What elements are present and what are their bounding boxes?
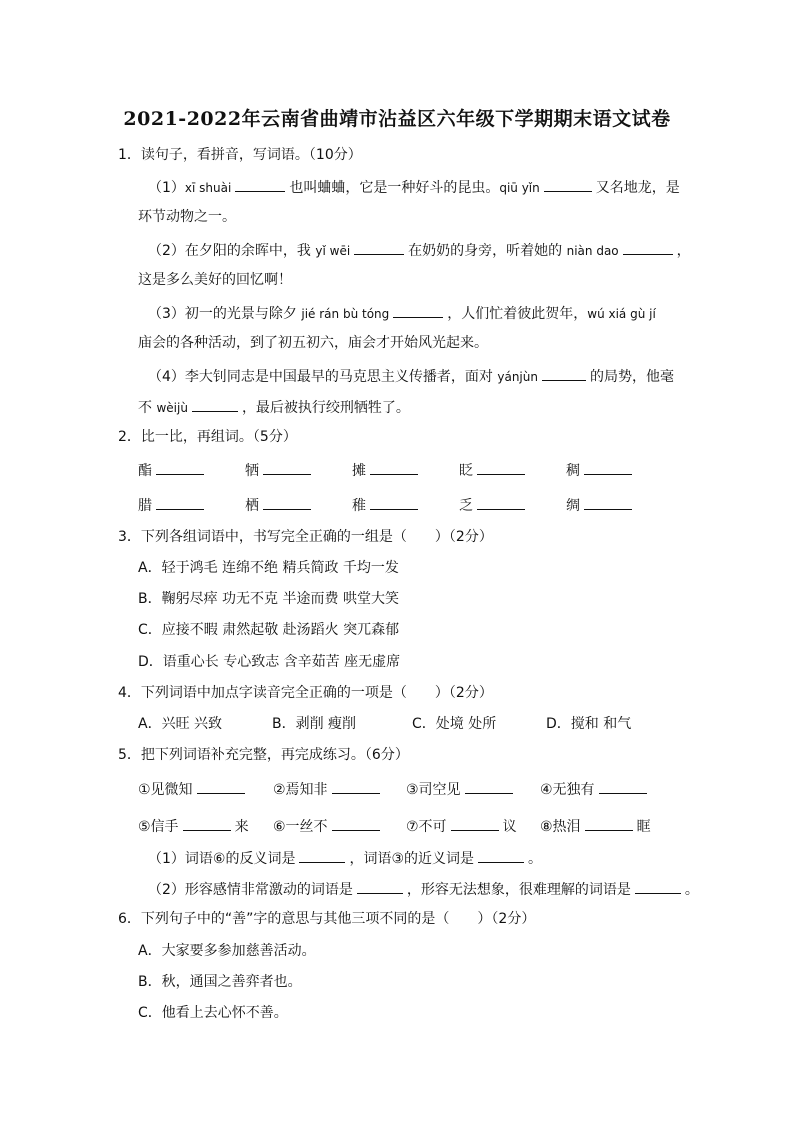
- q1-l2-text-a: （2）在夕阳的余晖中，我: [148, 243, 311, 259]
- q4-option-d[interactable]: D．搅和 和气: [546, 716, 632, 732]
- q3-stem: 3．下列各组词语中，书写完全正确的一组是（ ）（2分）: [118, 529, 493, 545]
- pinyin-yiwei: yǐ wēi: [315, 244, 351, 258]
- answer-blank[interactable]: [585, 816, 633, 831]
- q1-line3-cont: 庙会的各种活动，到了初五初六，庙会才开始风光起来。: [138, 335, 488, 351]
- q1-l4-text-b: 的局势，他毫: [589, 369, 674, 385]
- q2-cell: [245, 495, 315, 515]
- idiom-part: ④无独有: [540, 782, 595, 798]
- answer-blank[interactable]: [635, 879, 681, 894]
- answer-blank[interactable]: [332, 779, 380, 794]
- q5-sub2-text-b: ，形容无法想象，很难理解的词语是: [406, 882, 631, 898]
- idiom-part: ③司空见: [406, 782, 461, 798]
- q2-cell: [566, 495, 636, 515]
- q2-stem: 2．比一比，再组词。（5分）: [118, 429, 297, 445]
- answer-blank[interactable]: [623, 240, 673, 255]
- answer-blank[interactable]: [478, 848, 524, 863]
- q2-char: 绸: [566, 498, 580, 514]
- q5-idiom: [138, 816, 249, 836]
- idiom-part: 眶: [636, 819, 651, 835]
- q5-sub1-text-b: ，词语③的近义词是: [349, 851, 475, 867]
- pinyin-wuxiaguji: wú xiá gù jí: [587, 307, 656, 321]
- q2-cell: [245, 460, 315, 480]
- answer-blank[interactable]: [156, 460, 204, 475]
- q3-option-d[interactable]: D．语重心长 专心致志 含辛茹苦 座无虚席: [138, 654, 401, 670]
- q1-line2: [148, 240, 691, 260]
- q5-sub1: [148, 848, 542, 868]
- q2-cell: [138, 495, 208, 515]
- q2-cell: [138, 460, 208, 480]
- answer-blank[interactable]: [192, 397, 238, 412]
- q2-char: 稠: [566, 463, 580, 479]
- q2-char: 酯: [138, 463, 152, 479]
- idiom-part: ②焉知非: [273, 782, 328, 798]
- q2-char: 栖: [245, 498, 259, 514]
- answer-blank[interactable]: [156, 495, 204, 510]
- q2-cell: [566, 460, 636, 480]
- q1-stem: 1．读句子，看拼音，写词语。（10分）: [118, 147, 362, 163]
- q5-sub2-text-a: （2）形容感情非常激动的词语是: [148, 882, 353, 898]
- answer-blank[interactable]: [544, 177, 592, 192]
- idiom-part: ⑥一丝不: [273, 819, 328, 835]
- idiom-part: ⑦不可: [406, 819, 447, 835]
- q1-l1-text-c: 又名地龙，是: [595, 180, 680, 196]
- q3-option-c[interactable]: C．应接不暇 肃然起敬 赴汤蹈火 突兀森郁: [138, 622, 400, 638]
- answer-blank[interactable]: [263, 495, 311, 510]
- q5-stem: 5．把下列词语补充完整，再完成练习。（6分）: [118, 747, 409, 763]
- q5-idiom: [273, 816, 384, 836]
- q5-sub2: [148, 879, 699, 899]
- answer-blank[interactable]: [451, 816, 499, 831]
- q5-sub2-text-c: 。: [684, 882, 699, 898]
- q5-idiom: [406, 779, 517, 799]
- q3-option-b[interactable]: B．鞠躬尽瘁 功无不克 半途而费 哄堂大笑: [138, 591, 399, 607]
- q2-cell: [459, 495, 529, 515]
- q1-l2-text-b: 在奶奶的身旁，听着她的: [408, 243, 563, 259]
- q1-l1-text-b: 也叫蛐蛐，它是一种好斗的昆虫。: [289, 180, 500, 196]
- q2-char: 牺: [245, 463, 259, 479]
- pinyin-yanjun: yánjùn: [497, 370, 538, 384]
- q2-char: 眨: [459, 463, 473, 479]
- q4-option-b[interactable]: B．剥削 瘦削: [272, 716, 357, 732]
- q4-option-c[interactable]: C．处境 处所: [412, 716, 497, 732]
- answer-blank[interactable]: [183, 816, 231, 831]
- idiom-part: ①见微知: [138, 782, 193, 798]
- answer-blank[interactable]: [354, 240, 404, 255]
- answer-blank[interactable]: [332, 816, 380, 831]
- exam-title: 2021-2022年云南省曲靖市沾益区六年级下学期期末语文试卷: [123, 108, 671, 130]
- q1-l4-text-a: （4）李大钊同志是中国最早的马克思主义传播者，面对: [148, 369, 493, 385]
- q2-cell: [352, 495, 422, 515]
- q2-char: 乏: [459, 498, 473, 514]
- answer-blank[interactable]: [584, 495, 632, 510]
- answer-blank[interactable]: [477, 460, 525, 475]
- answer-blank[interactable]: [370, 495, 418, 510]
- q1-line3: [148, 303, 656, 323]
- answer-blank[interactable]: [370, 460, 418, 475]
- q2-char: 腊: [138, 498, 152, 514]
- idiom-part: ⑤信手: [138, 819, 179, 835]
- answer-blank[interactable]: [599, 779, 647, 794]
- q2-char: 稚: [352, 498, 366, 514]
- q5-sub1-text-a: （1）词语⑥的反义词是: [148, 851, 296, 867]
- q1-line2-cont: 这是多么美好的回忆啊！: [138, 272, 292, 288]
- idiom-part: ⑧热泪: [540, 819, 581, 835]
- answer-blank[interactable]: [542, 366, 586, 381]
- q1-line1-cont: 环节动物之一。: [138, 209, 236, 225]
- q2-cell: [459, 460, 529, 480]
- q1-l3-text-b: ，人们忙着彼此贺年，: [447, 306, 588, 322]
- q3-option-a[interactable]: A．轻于鸿毛 连绵不绝 精兵简政 千均一发: [138, 560, 399, 576]
- q5-idiom: [540, 816, 651, 836]
- q4-option-a[interactable]: A．兴旺 兴致: [138, 716, 223, 732]
- answer-blank[interactable]: [197, 779, 245, 794]
- q4-stem: 4．下列词语中加点字读音完全正确的一项是（ ）（2分）: [118, 685, 493, 701]
- pinyin-xishuai: xī shuài: [184, 181, 232, 195]
- q6-option-a[interactable]: A．大家要多参加慈善活动。: [138, 943, 316, 959]
- answer-blank[interactable]: [299, 848, 345, 863]
- q6-stem: 6．下列句子中的“善”字的意思与其他三项不同的是（ ）（2分）: [118, 911, 536, 927]
- q2-cell: [352, 460, 422, 480]
- q5-idiom: [138, 779, 249, 799]
- q1-l4-text-c: 不: [138, 400, 152, 416]
- pinyin-jieranbutong: jié rán bù tóng: [301, 307, 390, 321]
- q1-l2-text-c: ，: [676, 243, 691, 259]
- q2-char: 摊: [352, 463, 366, 479]
- q1-l1-text-a: （1）: [148, 180, 185, 196]
- pinyin-weiju: wèijù: [156, 401, 188, 415]
- q6-option-b[interactable]: B．秋，通国之善弈者也。: [138, 974, 302, 990]
- q5-idiom: [540, 779, 651, 799]
- q1-l4-text-d: ，最后被执行绞刑牺牲了。: [241, 400, 410, 416]
- q1-line1: [148, 177, 680, 197]
- answer-blank[interactable]: [235, 177, 285, 192]
- answer-blank[interactable]: [584, 460, 632, 475]
- q5-sub1-text-c: 。: [528, 851, 543, 867]
- answer-blank[interactable]: [357, 879, 403, 894]
- q1-l3-text-a: （3）初一的光景与除夕: [148, 306, 297, 322]
- q5-idiom: [273, 779, 384, 799]
- q1-line4: [148, 366, 674, 386]
- idiom-part: 议: [502, 819, 517, 835]
- answer-blank[interactable]: [477, 495, 525, 510]
- q5-idiom: [406, 816, 517, 836]
- q1-line4-cont: [138, 397, 410, 417]
- pinyin-qiuyin: qiū yǐn: [499, 181, 540, 195]
- idiom-part: 来: [234, 819, 249, 835]
- q6-option-c[interactable]: C．他看上去心怀不善。: [138, 1005, 288, 1021]
- answer-blank[interactable]: [465, 779, 513, 794]
- answer-blank[interactable]: [393, 303, 443, 318]
- answer-blank[interactable]: [263, 460, 311, 475]
- pinyin-niandao: niàn dao: [566, 244, 619, 258]
